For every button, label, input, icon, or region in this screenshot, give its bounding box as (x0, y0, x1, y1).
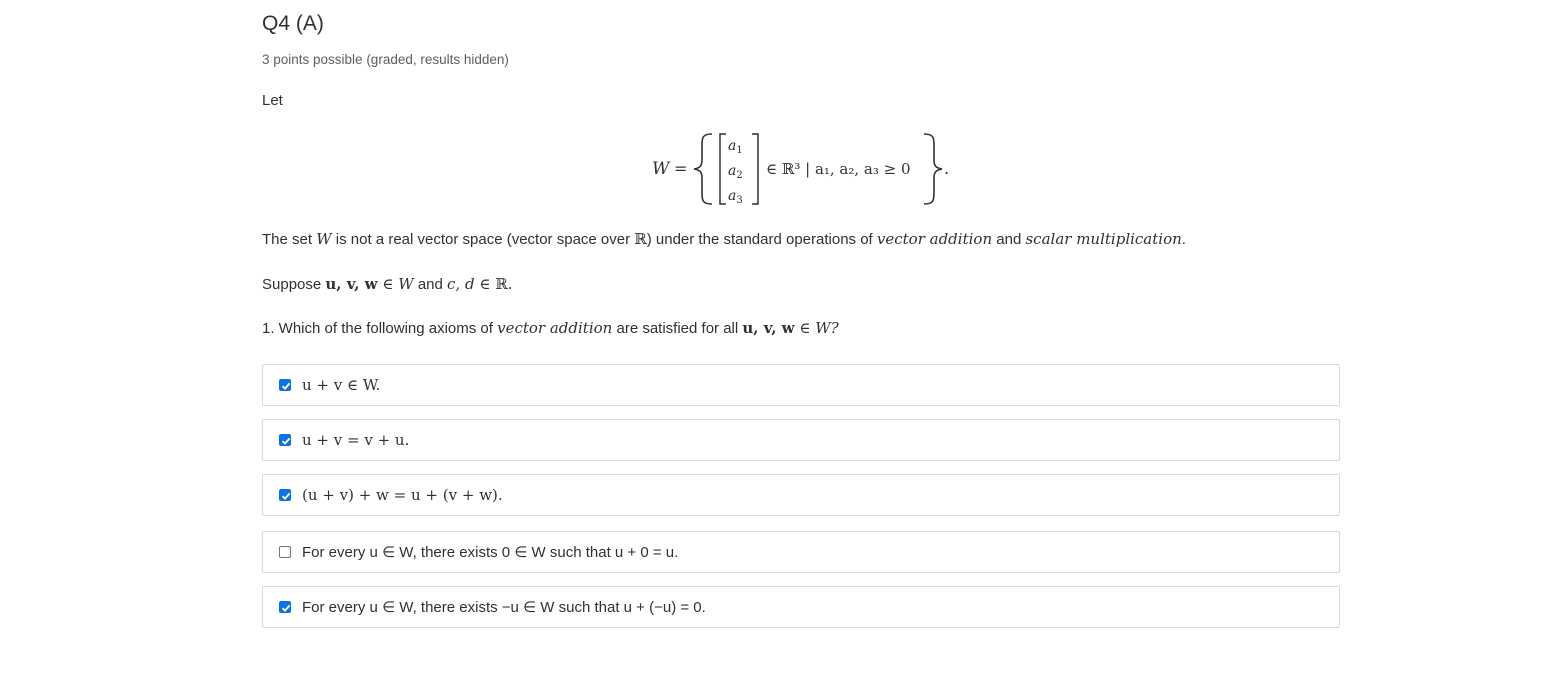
svg-text:a2: $a_2$ (728, 163, 743, 181)
svg-text:a3: $a_3$ (728, 188, 743, 206)
choice-zero-vector[interactable] (262, 531, 1340, 573)
matrix-entries (728, 138, 743, 206)
paragraph-suppose: Suppose u, v, w ∈ W and c, d ∈ ℝ. (262, 275, 513, 293)
checkbox-checked[interactable] (279, 379, 291, 391)
question-prompt: 1. Which of the following axioms of vector addition are satisfied for all u, v, w ∈ W? (262, 319, 839, 337)
choice-commutativity[interactable] (262, 419, 1340, 461)
choice-associativity[interactable] (262, 474, 1340, 516)
intro-text: Let (262, 92, 283, 109)
checkbox-unchecked[interactable] (279, 546, 291, 558)
svg-text:W: W (652, 159, 670, 179)
checkbox-checked[interactable] (279, 489, 291, 501)
svg-text:.: . (944, 159, 950, 178)
choice-additive-inverse[interactable] (262, 586, 1340, 628)
problem-title: Q4 (A) (262, 12, 324, 35)
svg-text:=: = (674, 159, 688, 178)
set-definition-equation (650, 128, 960, 212)
points-info: 3 points possible (graded, results hidden) (262, 52, 509, 67)
svg-text:a1: $a_1$ (728, 138, 743, 156)
paragraph-vector-space: The set W is not a real vector space (vector space over ℝ) under the standard operations of vector addition and scalar multiplication. (262, 230, 1186, 248)
checkbox-checked[interactable] (279, 601, 291, 613)
checkbox-checked[interactable] (279, 434, 291, 446)
choice-label: For every u ∈ W, there exists 0 ∈ W such that u + 0 = u. (302, 544, 679, 561)
choice-label: u + v = v + u. (302, 431, 410, 449)
choice-label: u + v ∈ W. (302, 376, 381, 394)
choice-label: For every u ∈ W, there exists −u ∈ W such that u + (−u) = 0. (302, 599, 706, 616)
choice-label: (u + v) + w = u + (v + w). (302, 486, 503, 504)
choice-closure[interactable] (262, 364, 1340, 406)
set-condition: ∈ ℝ³ | a₁, a₂, a₃ ≥ 0 (766, 160, 911, 178)
